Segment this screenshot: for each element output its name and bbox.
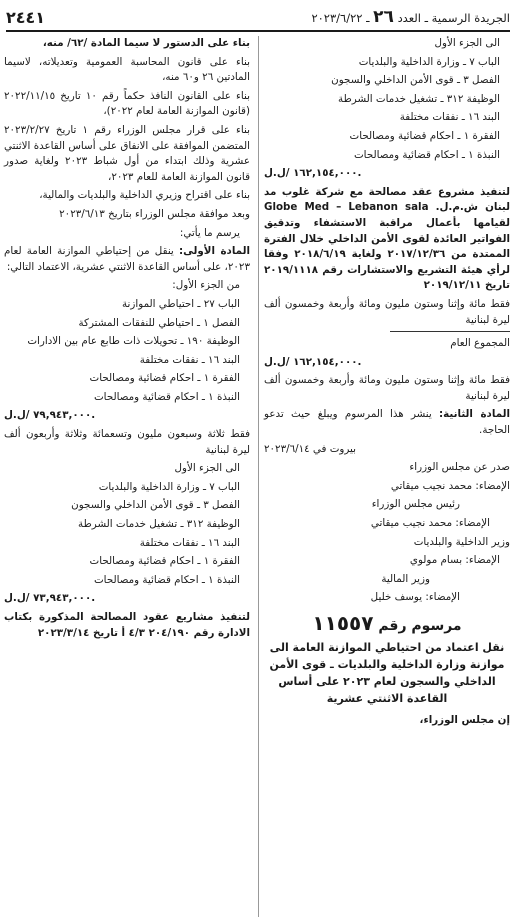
amount-figure: ١٦٢,١٥٤,٠٠٠ /ل.ل. <box>264 167 362 180</box>
journal-name: الجريدة الرسمية ـ العدد <box>397 11 510 25</box>
issue-date: ـ ٢٠٢٣/٦/٢٢ <box>311 11 370 25</box>
decree-heading <box>264 611 510 635</box>
basis-clause: بناء على اقتراح وزيري الداخلية والبلديات والمالية، <box>39 189 250 202</box>
article-1-text: ينقل من إحتياطي الموازنة العامة لعام ٢٠٢٣، على أساس القاعدة الاثنتي عشرية، الاعتماد التالي: <box>4 245 250 273</box>
signature-line: الإمضاء: يوسف خليل <box>370 591 460 604</box>
alloc-line: الوظيفة ٣١٢ ـ تشغيل خدمات الشرطة <box>338 92 500 105</box>
left-column <box>4 36 250 919</box>
minister-title: وزير الداخلية والبلديات <box>413 535 510 548</box>
alloc-line: الفقرة ١ ـ احكام قضائية ومصالحات <box>89 372 240 385</box>
allocation-to-list <box>264 36 510 163</box>
basis-clause: وبعد موافقة مجلس الوزراء بتاريخ ٢٠٢٣/٦/١٣ <box>59 207 250 220</box>
pm-title: رئيس مجلس الوزراء <box>371 498 460 511</box>
total-amount: ١٦٢,١٥٤,٠٠٠ /ل.ل. <box>264 355 362 368</box>
signature-line: الإمضاء: محمد نجيب ميقاتي <box>370 517 490 530</box>
decrees-line: يرسم ما يأتي: <box>179 226 240 239</box>
basis-clause: بناء على قانون المحاسبة العمومية وتعديلاته، لاسيما المادتين ٢٦ و٦٠ منه، <box>4 55 250 84</box>
total-label: المجموع العام <box>450 337 510 350</box>
basis-clause: بناء على قرار مجلس الوزراء رقم ١ تاريخ ٢٠٢٣/٢/٢٧ المتضمن الموافقة على الانفاق على أساس القاعدة الاثنتي عشرية وذلك ابتداء من أول شباط ٢٠٢٣ ولغاية صدور قانون الموازنة العامة للعام ٢٠٢٣، <box>4 123 250 183</box>
signature-line: الإمضاء: محمد نجيب ميقاتي <box>390 479 510 492</box>
total-row <box>264 336 510 352</box>
purpose-text: لتنفيذ مشاريع عقود المصالحة المذكورة بكتاب الادارة رقم ٢٠٤/١٩٠ ٤/٣ أ تاريخ ٢٠٢٣/٣/١٤ <box>4 611 250 639</box>
basis-clause: بناء على القانون النافذ حكماً رقم ١٠ تاريخ ٢٠٢٢/١١/١٥ (قانون الموازنة العامة لعام ٢٠٢٢)، <box>4 89 250 118</box>
basis-clause: بناء على الدستور لا سيما المادة /٦٢/ منه، <box>42 37 250 49</box>
amount-figure: ٧٩,٩٤٣,٠٠٠ /ل.ل. <box>4 409 96 422</box>
amount-figure: ٧٣,٩٤٣,٠٠٠ /ل.ل. <box>4 592 96 605</box>
right-column <box>264 36 510 919</box>
total-words: فقط مائة وإثنا وستون مليون ومائة وأربعة وخمسون ألف ليرة لبنانية <box>264 374 510 402</box>
place-date: بيروت في ٢٠٢٣/٦/١٤ <box>264 442 357 455</box>
alloc-line: الفقرة ١ ـ احكام قضائية ومصالحات <box>89 555 240 568</box>
minister-title: وزير المالية <box>381 572 430 585</box>
alloc-line: الباب ٢٧ ـ احتياطي الموازنة <box>122 297 240 310</box>
amount-words: فقط مائة وإثنا وستون مليون ومائة وأربعة وخمسون ألف ليرة لبنانية <box>264 297 510 326</box>
allocation-from-list <box>4 278 250 405</box>
article-1 <box>4 244 250 275</box>
alloc-line: الوظيفة ١٩٠ ـ تحويلات ذات طابع عام بين الادارات <box>27 335 240 348</box>
amount-words: فقط ثلاثة وسبعون مليون وتسعمائة وثلاثة وأربعون ألف ليرة لبنانية <box>4 428 250 456</box>
alloc-line: النبذة ١ ـ احكام قضائية ومصالحات <box>353 148 500 161</box>
decree-number: ١١٥٥٧ <box>312 611 374 635</box>
column-divider <box>258 36 259 917</box>
alloc-line: الوظيفة ٣١٢ ـ تشغيل خدمات الشرطة <box>78 518 240 531</box>
alloc-line: الى الجزء الأول <box>174 462 240 475</box>
alloc-line: الباب ٧ ـ وزارة الداخلية والبلديات <box>98 480 240 493</box>
decree-label: مرسوم رقم <box>378 618 462 634</box>
alloc-line: الفصل ٣ ـ قوى الأمن الداخلي والسجون <box>71 499 240 512</box>
alloc-line: الفصل ١ ـ احتياطي للنفقات المشتركة <box>78 316 240 329</box>
alloc-line: الفقرة ١ ـ احكام قضائية ومصالحات <box>349 129 500 142</box>
page-number: ٢٤٤١ <box>6 7 46 27</box>
separator-line <box>390 331 510 332</box>
issued-by: صدر عن مجلس الوزراء <box>409 461 510 474</box>
article-1-label: المادة الأولى: <box>178 245 250 258</box>
alloc-line: الباب ٧ ـ وزارة الداخلية والبلديات <box>358 55 500 68</box>
journal-title <box>311 7 510 27</box>
alloc-line: من الجزء الأول: <box>172 279 240 292</box>
alloc-line: البند ١٦ ـ نفقات مختلفة <box>139 536 240 549</box>
decree-opening: إن مجلس الوزراء، <box>419 713 510 726</box>
alloc-line: النبذة ١ ـ احكام قضائية ومصالحات <box>93 390 240 403</box>
allocation-to-list <box>4 461 250 588</box>
alloc-line: البند ١٦ ـ نفقات مختلفة <box>399 111 500 124</box>
alloc-line: الى الجزء الأول <box>434 37 500 49</box>
issue-number: ٢٦ <box>373 7 394 27</box>
article-2-text: ينشر هذا المرسوم ويبلغ حيث تدعو الحاجة. <box>264 408 510 437</box>
alloc-line: النبذة ١ ـ احكام قضائية ومصالحات <box>93 573 240 586</box>
decree-title: نقل اعتماد من احتياطي الموازنة العامة الى موازنة وزارة الداخلية والبلديات ـ قوى الأمن الداخلي والسجون لعام ٢٠٢٣ على أساس القاعدة الاثنتي عشرية <box>269 640 505 705</box>
purpose-text: لتنفيذ مشروع عقد مصالحة مع شركة غلوب مد لبنان ش.م.ل. Globe Med – Lebanon sala لقيامها بأعمال مراقبة الاستشفاء وتدقيق الفواتير العائدة لقوى الأمن الداخلي خلال الفترة الممتدة من ٢٠١٧/١٢/٣٦ ولغاية ٢٠١٨/٦/١٩ وفقا لرأي هيئة التشريع والاستشارات رقم ٢٠١٩/١١١٨ تاريخ ٢٠١٩/١٢/١١ <box>264 185 510 292</box>
signature-line: الإمضاء: بسام مولوي <box>409 554 500 567</box>
alloc-line: البند ١٦ ـ نفقات مختلفة <box>139 353 240 366</box>
alloc-line: الفصل ٣ ـ قوى الأمن الداخلي والسجون <box>331 74 500 87</box>
page-header <box>6 4 510 32</box>
article-2-label: المادة الثانية: <box>439 408 510 421</box>
article-2 <box>264 407 510 438</box>
